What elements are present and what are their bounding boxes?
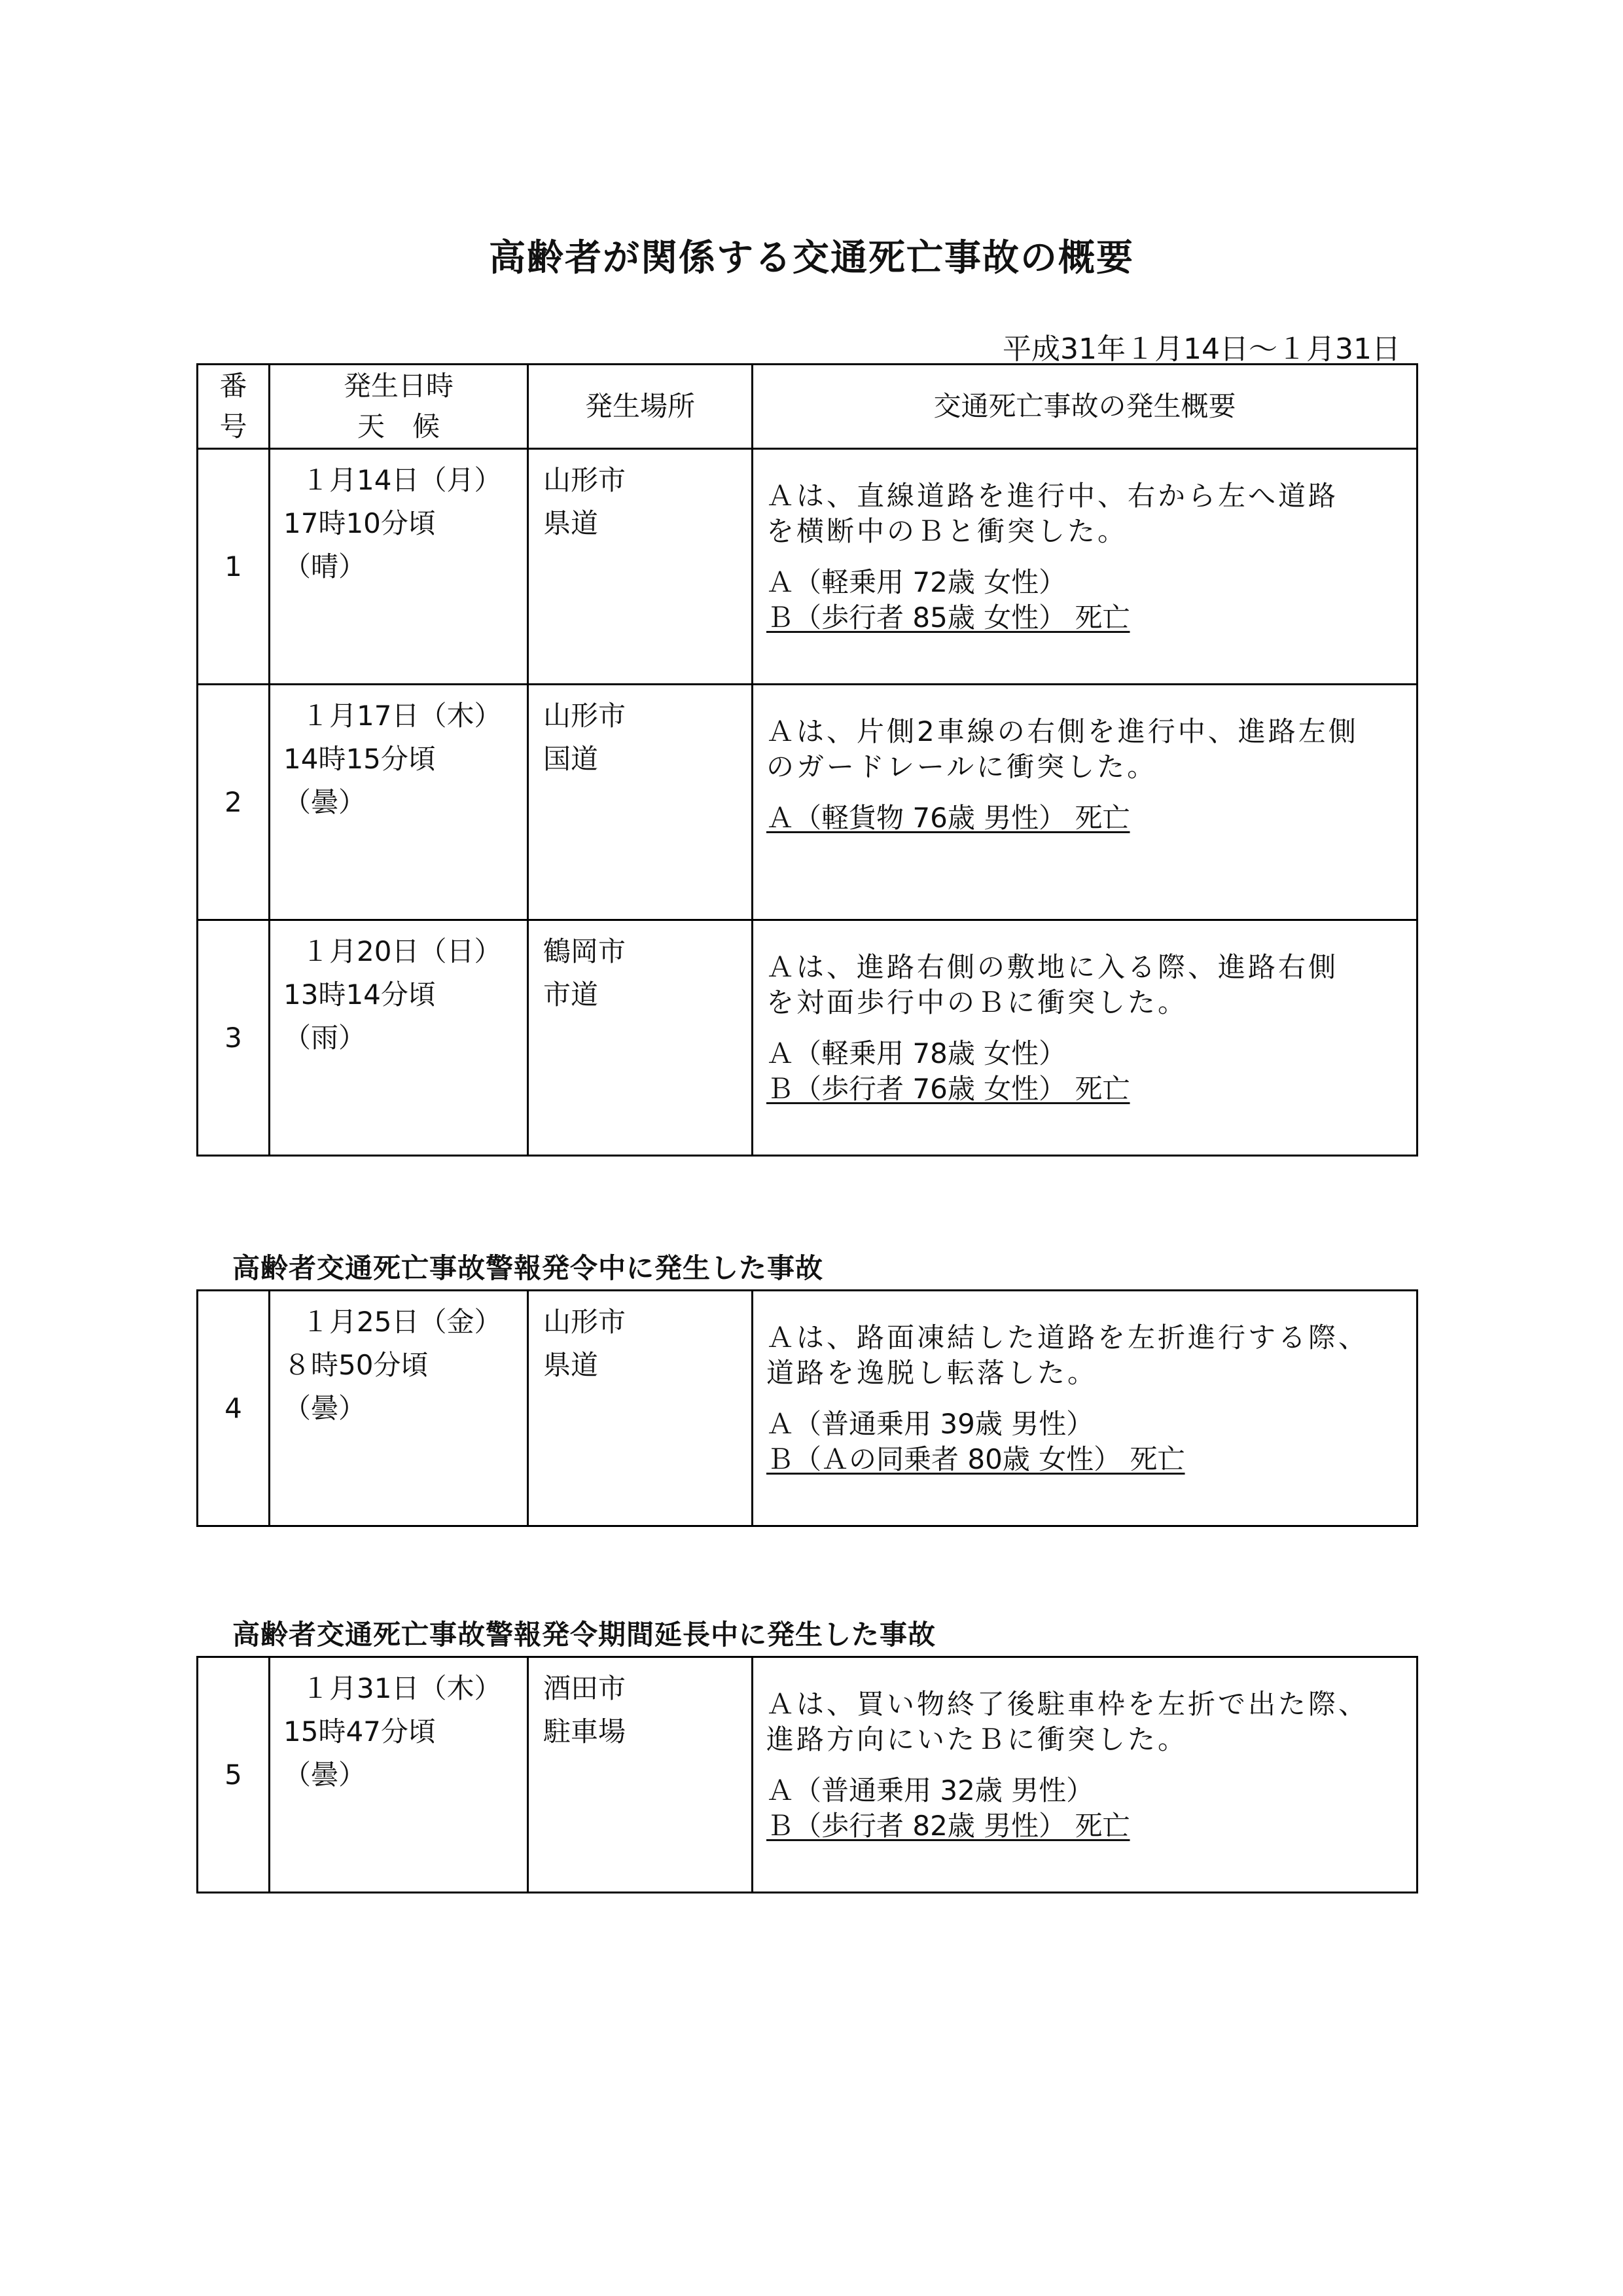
accident-number: 3: [198, 920, 270, 1156]
header-number: 番 号: [198, 365, 270, 449]
period-range: 平成31年１月14日～１月31日: [1003, 332, 1400, 366]
party-a: Ａ（軽乗用 78歳 女性）: [766, 1037, 1067, 1069]
document-title: 高齢者が関係する交通死亡事故の概要: [489, 237, 1134, 279]
party-b-deceased: Ｂ（歩行者 85歳 女性） 死亡: [766, 601, 1130, 634]
header-location: 発生場所: [528, 365, 753, 449]
party-b-deceased: Ｂ（歩行者 82歳 男性） 死亡: [766, 1810, 1130, 1842]
accident-overview: Ａは、路面凍結した道路を左折進行する際、 道路を逸脱し転落した。 Ａ（普通乗用 39歳 男性） Ｂ（Ａの同乗者 80歳 女性） 死亡: [753, 1291, 1418, 1526]
accident-datetime: １月31日（木） 15時47分頃 （曇）: [270, 1657, 528, 1893]
accident-row: [198, 1657, 1418, 1893]
accident-number: 2: [198, 685, 270, 920]
accident-table-main: [196, 363, 1418, 1157]
accident-number: 4: [198, 1291, 270, 1526]
accident-row: [198, 1291, 1418, 1526]
accident-overview: Ａは、片側2車線の右側を進行中、進路左側 のガードレールに衝突した。 Ａ（軽貨物 76歳 男性） 死亡: [753, 685, 1418, 920]
section-heading-warning: 高齢者交通死亡事故警報発令中に発生した事故: [232, 1252, 824, 1284]
table-header-row: [198, 365, 1418, 449]
accident-row: [198, 920, 1418, 1156]
accident-location: 鶴岡市 市道: [528, 920, 753, 1156]
accident-datetime: １月14日（月） 17時10分頃 （晴）: [270, 449, 528, 685]
accident-row: [198, 449, 1418, 685]
accident-location: 山形市 県道: [528, 449, 753, 685]
party-b-deceased: Ｂ（Ａの同乗者 80歳 女性） 死亡: [766, 1443, 1185, 1475]
accident-overview: Ａは、直線道路を進行中、右から左へ道路 を横断中のＢと衝突した。 Ａ（軽乗用 72歳 女性） Ｂ（歩行者 85歳 女性） 死亡: [753, 449, 1418, 685]
party-a: Ａ（普通乗用 39歳 男性）: [766, 1408, 1094, 1440]
party-a-deceased: Ａ（軽貨物 76歳 男性） 死亡: [766, 802, 1130, 834]
accident-number: 5: [198, 1657, 270, 1893]
accident-table-warning: [196, 1289, 1418, 1527]
accident-location: 酒田市 駐車場: [528, 1657, 753, 1893]
accident-location: 山形市 国道: [528, 685, 753, 920]
section-heading-warning-extension: 高齢者交通死亡事故警報発令期間延長中に発生した事故: [232, 1619, 936, 1651]
header-overview: 交通死亡事故の発生概要: [753, 365, 1418, 449]
party-a: Ａ（軽乗用 72歳 女性）: [766, 566, 1067, 598]
accident-datetime: １月17日（木） 14時15分頃 （曇）: [270, 685, 528, 920]
party-a: Ａ（普通乗用 32歳 男性）: [766, 1774, 1094, 1806]
accident-table-warning-extension: [196, 1656, 1418, 1893]
accident-row: [198, 685, 1418, 920]
accident-overview: Ａは、買い物終了後駐車枠を左折で出た際、 進路方向にいたＢに衝突した。 Ａ（普通乗用 32歳 男性） Ｂ（歩行者 82歳 男性） 死亡: [753, 1657, 1418, 1893]
party-b-deceased: Ｂ（歩行者 76歳 女性） 死亡: [766, 1073, 1130, 1105]
header-datetime-weather: 発生日時 天 候: [270, 365, 528, 449]
accident-datetime: １月20日（日） 13時14分頃 （雨）: [270, 920, 528, 1156]
accident-location: 山形市 県道: [528, 1291, 753, 1526]
accident-datetime: １月25日（金） ８時50分頃 （曇）: [270, 1291, 528, 1526]
accident-overview: Ａは、進路右側の敷地に入る際、進路右側 を対面歩行中のＢに衝突した。 Ａ（軽乗用 78歳 女性） Ｂ（歩行者 76歳 女性） 死亡: [753, 920, 1418, 1156]
accident-number: 1: [198, 449, 270, 685]
